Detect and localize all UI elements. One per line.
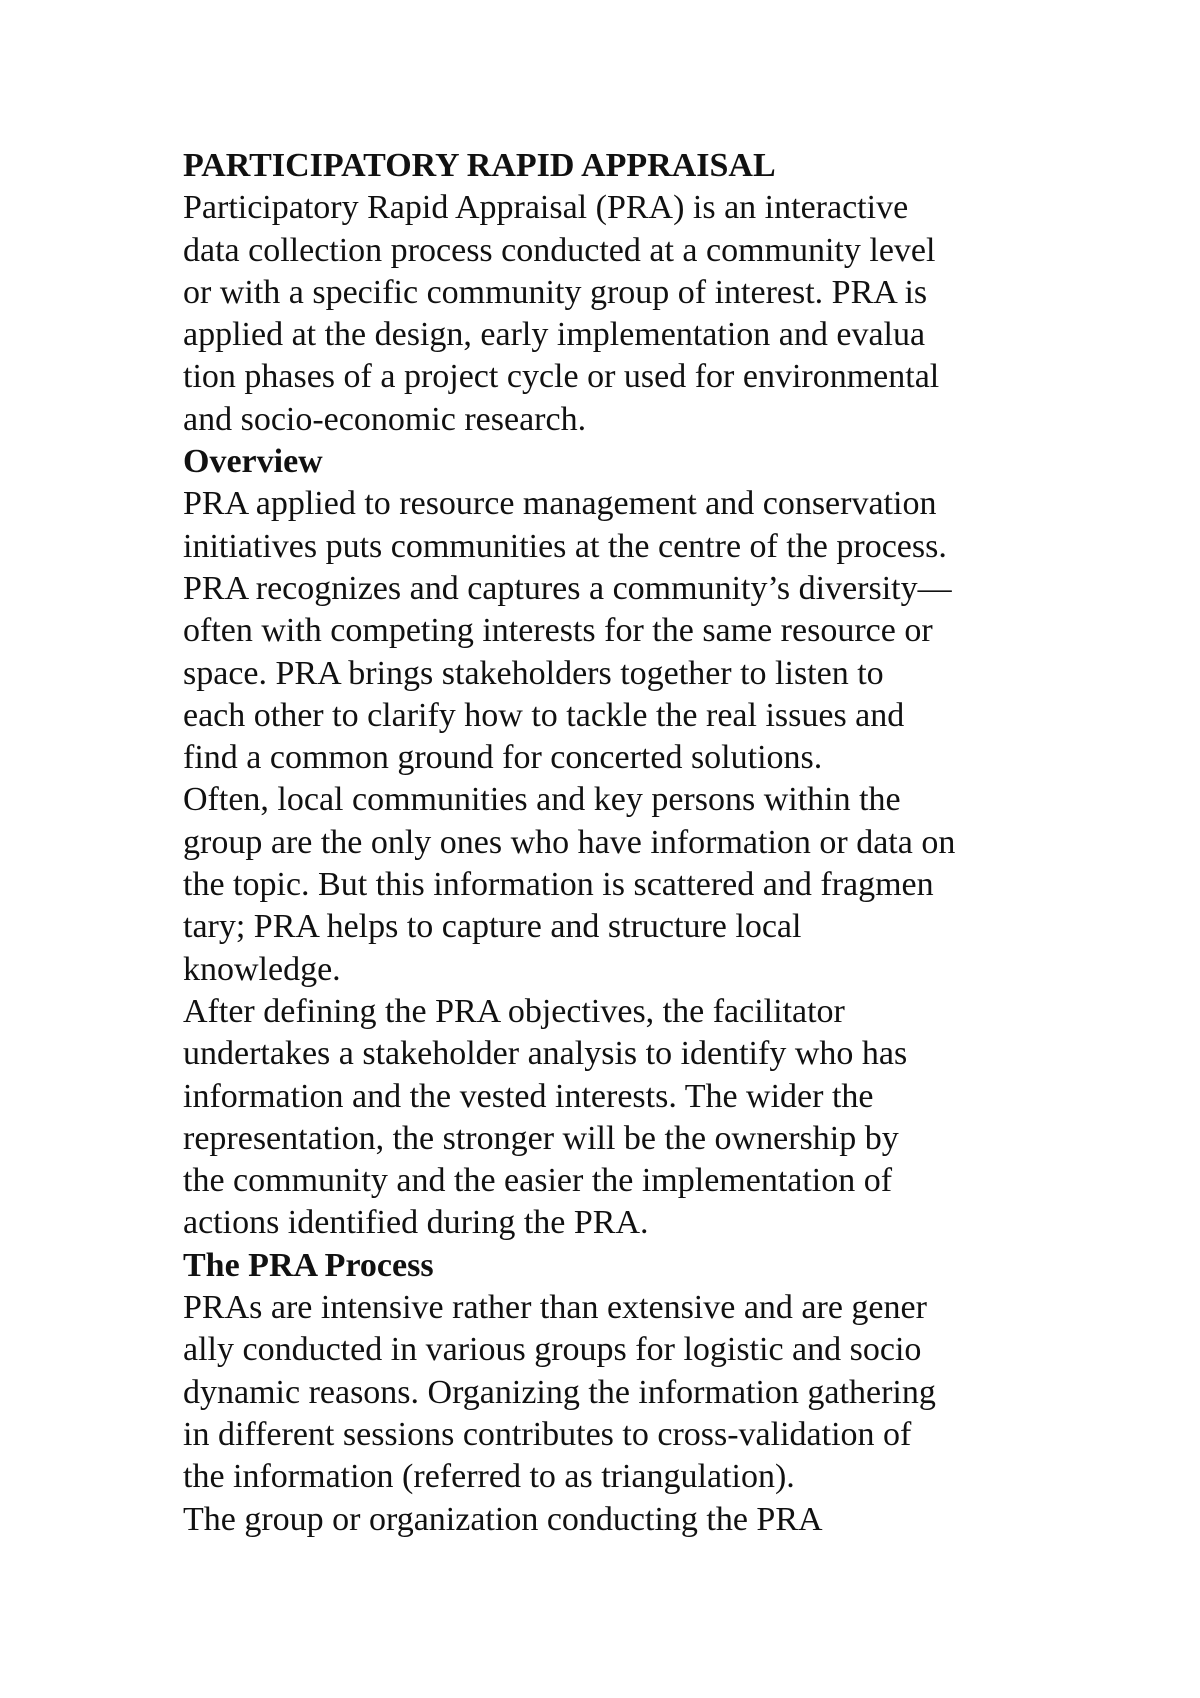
paragraph-line: or with a specific community group of interest. PRA is [183, 273, 928, 311]
paragraph-line: tary; PRA helps to capture and structure local [183, 908, 802, 946]
paragraph-line: PRAs are intensive rather than extensive and are gener [183, 1289, 927, 1327]
paragraph-line: group are the only ones who have information or data on [183, 823, 956, 861]
paragraph-line: the information (referred to as triangulation). [183, 1458, 795, 1496]
paragraph-line: initiatives puts communities at the centre of the process. [183, 527, 947, 565]
paragraph-line: applied at the design, early implementation and evalua [183, 316, 926, 354]
paragraph-line: Participatory Rapid Appraisal (PRA) is an interactive [183, 189, 909, 227]
paragraph-line: PRA recognizes and captures a community’s diversity— [183, 569, 952, 607]
paragraph-line: each other to clarify how to tackle the real issues and [183, 696, 905, 734]
paragraph-line: find a common ground for concerted solutions. [183, 739, 823, 777]
paragraph-line: data collection process conducted at a community level [183, 231, 936, 269]
document-title: PARTICIPATORY RAPID APPRAISAL [183, 147, 776, 184]
paragraph-line: PRA applied to resource management and conservation [183, 485, 937, 523]
paragraph-line: Often, local communities and key persons within the [183, 781, 901, 819]
paragraph-line: the community and the easier the implementation of [183, 1162, 893, 1200]
paragraph-line: space. PRA brings stakeholders together to listen to [183, 654, 884, 692]
paragraph-line: in different sessions contributes to cross-validation of [183, 1415, 912, 1453]
paragraph-line: knowledge. [183, 950, 341, 988]
paragraph-line: dynamic reasons. Organizing the information gathering [183, 1373, 936, 1411]
paragraph-line: ally conducted in various groups for logistic and socio [183, 1331, 922, 1369]
paragraph-line: often with competing interests for the same resource or [183, 612, 933, 650]
paragraph-line: actions identified during the PRA. [183, 1204, 649, 1242]
section-heading-pra-process: The PRA Process [183, 1246, 434, 1284]
section-heading-overview: Overview [183, 443, 323, 481]
paragraph-line: and socio-economic research. [183, 400, 587, 438]
paragraph-line: undertakes a stakeholder analysis to identify who has [183, 1035, 908, 1073]
paragraph-line: The group or organization conducting the PRA [183, 1500, 823, 1538]
paragraph-line: representation, the stronger will be the ownership by [183, 1119, 899, 1157]
paragraph-line: After defining the PRA objectives, the facilitator [183, 992, 845, 1030]
document-text [183, 145, 1083, 1541]
paragraph-line: the topic. But this information is scattered and fragmen [183, 866, 934, 904]
paragraph-line: information and the vested interests. The wider the [183, 1077, 874, 1115]
paragraph-line: tion phases of a project cycle or used for environmental [183, 358, 940, 396]
